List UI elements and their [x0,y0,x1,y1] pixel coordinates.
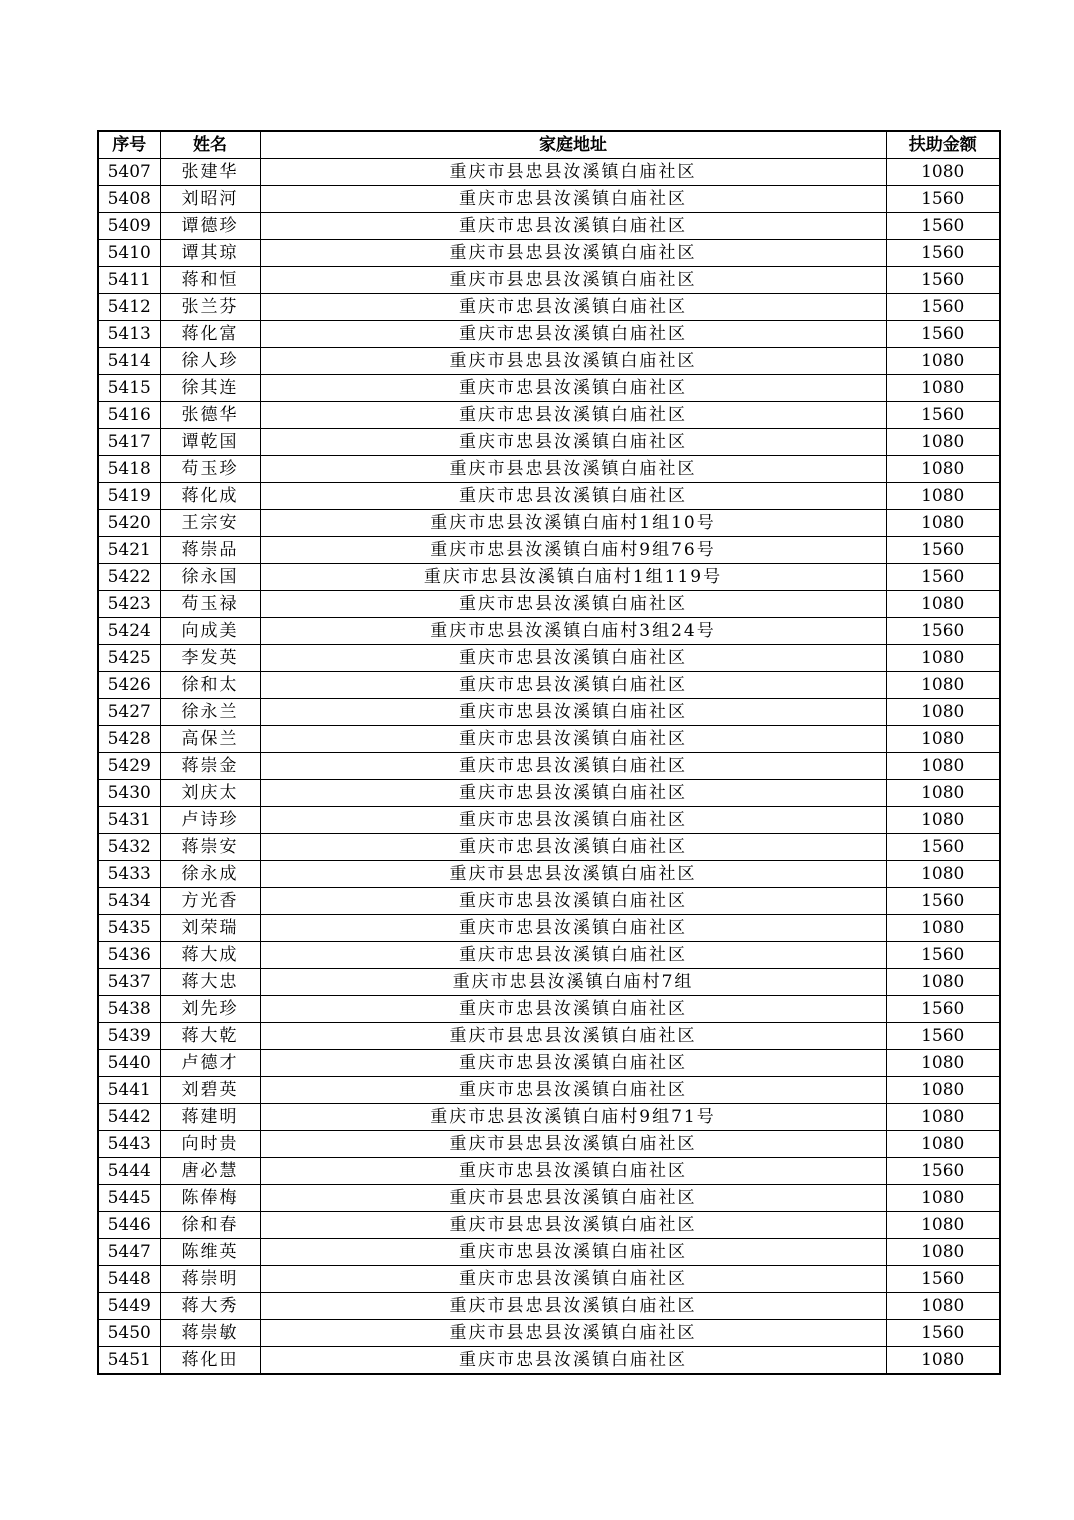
cell-home-address: 重庆市忠县汝溪镇白庙社区 [260,834,886,861]
cell-assistance-amount: 1080 [886,510,1000,537]
cell-serial-number: 5443 [98,1131,160,1158]
cell-home-address: 重庆市忠县汝溪镇白庙社区 [260,186,886,213]
cell-assistance-amount: 1080 [886,429,1000,456]
cell-name: 蒋崇明 [160,1266,260,1293]
cell-assistance-amount: 1080 [886,1347,1000,1375]
cell-name: 苟玉珍 [160,456,260,483]
table-row [98,1131,1000,1158]
table-row [98,510,1000,537]
cell-assistance-amount: 1080 [886,915,1000,942]
cell-name: 徐人珍 [160,348,260,375]
table-row [98,1185,1000,1212]
cell-home-address: 重庆市忠县汝溪镇白庙社区 [260,321,886,348]
cell-home-address: 重庆市忠县汝溪镇白庙村9组71号 [260,1104,886,1131]
cell-assistance-amount: 1080 [886,969,1000,996]
cell-serial-number: 5421 [98,537,160,564]
cell-serial-number: 5451 [98,1347,160,1375]
cell-name: 苟玉禄 [160,591,260,618]
cell-home-address: 重庆市县忠县汝溪镇白庙社区 [260,240,886,267]
cell-serial-number: 5442 [98,1104,160,1131]
cell-serial-number: 5424 [98,618,160,645]
cell-assistance-amount: 1080 [886,1239,1000,1266]
cell-home-address: 重庆市县忠县汝溪镇白庙社区 [260,1131,886,1158]
cell-serial-number: 5416 [98,402,160,429]
cell-home-address: 重庆市忠县汝溪镇白庙社区 [260,1050,886,1077]
cell-name: 徐永兰 [160,699,260,726]
cell-serial-number: 5427 [98,699,160,726]
table-row [98,996,1000,1023]
cell-assistance-amount: 1080 [886,375,1000,402]
cell-serial-number: 5420 [98,510,160,537]
table-row [98,1293,1000,1320]
table-row [98,807,1000,834]
table-row [98,186,1000,213]
cell-name: 蒋化成 [160,483,260,510]
table-row [98,1023,1000,1050]
cell-assistance-amount: 1560 [886,186,1000,213]
table-row [98,888,1000,915]
cell-serial-number: 5423 [98,591,160,618]
cell-name: 蒋建明 [160,1104,260,1131]
cell-name: 谭其琼 [160,240,260,267]
cell-assistance-amount: 1080 [886,645,1000,672]
cell-name: 高保兰 [160,726,260,753]
cell-home-address: 重庆市忠县汝溪镇白庙社区 [260,1347,886,1375]
cell-home-address: 重庆市忠县汝溪镇白庙社区 [260,888,886,915]
cell-assistance-amount: 1080 [886,699,1000,726]
cell-home-address: 重庆市县忠县汝溪镇白庙社区 [260,159,886,186]
table-row [98,267,1000,294]
table-row [98,1104,1000,1131]
table-row [98,1320,1000,1347]
cell-name: 刘荣瑞 [160,915,260,942]
table-row [98,1050,1000,1077]
cell-assistance-amount: 1080 [886,1077,1000,1104]
cell-name: 方光香 [160,888,260,915]
cell-assistance-amount: 1560 [886,618,1000,645]
table-row [98,375,1000,402]
cell-name: 陈维英 [160,1239,260,1266]
cell-home-address: 重庆市县忠县汝溪镇白庙社区 [260,1212,886,1239]
cell-assistance-amount: 1080 [886,726,1000,753]
assistance-roster-table [97,130,1001,1375]
table-row [98,321,1000,348]
cell-serial-number: 5450 [98,1320,160,1347]
cell-name: 徐和春 [160,1212,260,1239]
table-row [98,483,1000,510]
header-row [98,131,1000,159]
cell-home-address: 重庆市忠县汝溪镇白庙社区 [260,780,886,807]
cell-home-address: 重庆市忠县汝溪镇白庙社区 [260,1077,886,1104]
cell-assistance-amount: 1560 [886,1266,1000,1293]
cell-serial-number: 5425 [98,645,160,672]
cell-serial-number: 5417 [98,429,160,456]
cell-name: 卢德才 [160,1050,260,1077]
table-row [98,564,1000,591]
cell-name: 唐必慧 [160,1158,260,1185]
cell-serial-number: 5447 [98,1239,160,1266]
table-row [98,915,1000,942]
cell-name: 徐其连 [160,375,260,402]
cell-home-address: 重庆市县忠县汝溪镇白庙社区 [260,348,886,375]
cell-home-address: 重庆市忠县汝溪镇白庙社区 [260,699,886,726]
cell-home-address: 重庆市忠县汝溪镇白庙社区 [260,1158,886,1185]
cell-serial-number: 5436 [98,942,160,969]
cell-home-address: 重庆市县忠县汝溪镇白庙社区 [260,1293,886,1320]
cell-serial-number: 5439 [98,1023,160,1050]
table-row [98,537,1000,564]
table-row [98,645,1000,672]
cell-name: 蒋崇品 [160,537,260,564]
cell-assistance-amount: 1080 [886,456,1000,483]
cell-assistance-amount: 1080 [886,753,1000,780]
cell-home-address: 重庆市忠县汝溪镇白庙社区 [260,726,886,753]
cell-home-address: 重庆市忠县汝溪镇白庙社区 [260,753,886,780]
cell-serial-number: 5440 [98,1050,160,1077]
cell-assistance-amount: 1080 [886,861,1000,888]
cell-serial-number: 5428 [98,726,160,753]
cell-serial-number: 5441 [98,1077,160,1104]
cell-assistance-amount: 1560 [886,942,1000,969]
cell-name: 徐和太 [160,672,260,699]
cell-assistance-amount: 1080 [886,348,1000,375]
cell-home-address: 重庆市县忠县汝溪镇白庙社区 [260,456,886,483]
cell-name: 张兰芬 [160,294,260,321]
table-row [98,1212,1000,1239]
cell-serial-number: 5446 [98,1212,160,1239]
cell-assistance-amount: 1080 [886,780,1000,807]
cell-serial-number: 5430 [98,780,160,807]
cell-assistance-amount: 1560 [886,996,1000,1023]
cell-name: 蒋和恒 [160,267,260,294]
table-row [98,1347,1000,1375]
cell-assistance-amount: 1080 [886,159,1000,186]
cell-home-address: 重庆市忠县汝溪镇白庙社区 [260,294,886,321]
table-row [98,942,1000,969]
cell-assistance-amount: 1080 [886,672,1000,699]
cell-assistance-amount: 1560 [886,564,1000,591]
cell-serial-number: 5444 [98,1158,160,1185]
cell-name: 刘庆太 [160,780,260,807]
header-home-address: 家庭地址 [260,131,886,159]
cell-serial-number: 5449 [98,1293,160,1320]
cell-serial-number: 5433 [98,861,160,888]
cell-name: 蒋大成 [160,942,260,969]
cell-serial-number: 5422 [98,564,160,591]
cell-name: 王宗安 [160,510,260,537]
cell-serial-number: 5426 [98,672,160,699]
cell-serial-number: 5434 [98,888,160,915]
table-row [98,618,1000,645]
table-row [98,213,1000,240]
cell-home-address: 重庆市忠县汝溪镇白庙社区 [260,645,886,672]
cell-name: 张建华 [160,159,260,186]
cell-home-address: 重庆市忠县汝溪镇白庙社区 [260,996,886,1023]
cell-home-address: 重庆市忠县汝溪镇白庙社区 [260,213,886,240]
table-row [98,861,1000,888]
cell-name: 蒋化富 [160,321,260,348]
cell-assistance-amount: 1560 [886,834,1000,861]
cell-name: 蒋崇安 [160,834,260,861]
header-assistance-amount: 扶助金额 [886,131,1000,159]
header-serial-number: 序号 [98,131,160,159]
cell-assistance-amount: 1080 [886,807,1000,834]
table-row [98,402,1000,429]
table-row [98,1239,1000,1266]
cell-home-address: 重庆市县忠县汝溪镇白庙社区 [260,1023,886,1050]
table-row [98,1158,1000,1185]
cell-home-address: 重庆市县忠县汝溪镇白庙社区 [260,1320,886,1347]
cell-serial-number: 5407 [98,159,160,186]
cell-assistance-amount: 1560 [886,240,1000,267]
cell-assistance-amount: 1080 [886,1185,1000,1212]
header-name: 姓名 [160,131,260,159]
cell-assistance-amount: 1080 [886,1212,1000,1239]
table-row [98,348,1000,375]
cell-name: 刘昭河 [160,186,260,213]
cell-name: 蒋崇金 [160,753,260,780]
table-row [98,159,1000,186]
cell-home-address: 重庆市忠县汝溪镇白庙社区 [260,672,886,699]
cell-home-address: 重庆市忠县汝溪镇白庙村3组24号 [260,618,886,645]
cell-serial-number: 5437 [98,969,160,996]
cell-name: 陈俸梅 [160,1185,260,1212]
cell-home-address: 重庆市忠县汝溪镇白庙村7组 [260,969,886,996]
table-row [98,1077,1000,1104]
cell-assistance-amount: 1560 [886,267,1000,294]
table-row [98,672,1000,699]
table-row [98,1266,1000,1293]
cell-name: 向时贵 [160,1131,260,1158]
table-row [98,591,1000,618]
cell-serial-number: 5438 [98,996,160,1023]
cell-name: 张德华 [160,402,260,429]
cell-serial-number: 5415 [98,375,160,402]
cell-serial-number: 5432 [98,834,160,861]
cell-name: 向成美 [160,618,260,645]
cell-serial-number: 5418 [98,456,160,483]
cell-assistance-amount: 1080 [886,1293,1000,1320]
table-body [98,159,1000,1375]
cell-home-address: 重庆市县忠县汝溪镇白庙社区 [260,267,886,294]
table-row [98,969,1000,996]
cell-name: 谭乾国 [160,429,260,456]
cell-serial-number: 5410 [98,240,160,267]
cell-serial-number: 5409 [98,213,160,240]
cell-assistance-amount: 1560 [886,537,1000,564]
cell-home-address: 重庆市忠县汝溪镇白庙社区 [260,915,886,942]
cell-assistance-amount: 1080 [886,1050,1000,1077]
table-row [98,456,1000,483]
cell-serial-number: 5408 [98,186,160,213]
cell-home-address: 重庆市忠县汝溪镇白庙村9组76号 [260,537,886,564]
cell-home-address: 重庆市忠县汝溪镇白庙村1组10号 [260,510,886,537]
cell-assistance-amount: 1560 [886,402,1000,429]
cell-name: 刘先珍 [160,996,260,1023]
cell-name: 蒋化田 [160,1347,260,1375]
cell-assistance-amount: 1560 [886,321,1000,348]
cell-name: 刘碧英 [160,1077,260,1104]
cell-name: 徐永国 [160,564,260,591]
cell-serial-number: 5419 [98,483,160,510]
table-row [98,699,1000,726]
cell-name: 蒋大忠 [160,969,260,996]
table-row [98,429,1000,456]
cell-serial-number: 5445 [98,1185,160,1212]
cell-name: 徐永成 [160,861,260,888]
table-row [98,834,1000,861]
cell-assistance-amount: 1560 [886,1320,1000,1347]
cell-home-address: 重庆市忠县汝溪镇白庙社区 [260,402,886,429]
table-row [98,780,1000,807]
cell-name: 谭德珍 [160,213,260,240]
cell-home-address: 重庆市忠县汝溪镇白庙社区 [260,1266,886,1293]
cell-home-address: 重庆市县忠县汝溪镇白庙社区 [260,1185,886,1212]
cell-assistance-amount: 1560 [886,1023,1000,1050]
cell-name: 李发英 [160,645,260,672]
cell-name: 蒋崇敏 [160,1320,260,1347]
cell-serial-number: 5411 [98,267,160,294]
cell-name: 蒋大秀 [160,1293,260,1320]
cell-assistance-amount: 1560 [886,888,1000,915]
cell-assistance-amount: 1080 [886,1131,1000,1158]
table-row [98,753,1000,780]
cell-home-address: 重庆市忠县汝溪镇白庙社区 [260,591,886,618]
cell-home-address: 重庆市忠县汝溪镇白庙村1组119号 [260,564,886,591]
cell-serial-number: 5429 [98,753,160,780]
cell-home-address: 重庆市忠县汝溪镇白庙社区 [260,429,886,456]
table-header [98,131,1000,159]
cell-home-address: 重庆市忠县汝溪镇白庙社区 [260,375,886,402]
cell-home-address: 重庆市县忠县汝溪镇白庙社区 [260,861,886,888]
cell-serial-number: 5412 [98,294,160,321]
cell-home-address: 重庆市忠县汝溪镇白庙社区 [260,942,886,969]
cell-name: 蒋大乾 [160,1023,260,1050]
cell-home-address: 重庆市忠县汝溪镇白庙社区 [260,1239,886,1266]
cell-serial-number: 5448 [98,1266,160,1293]
cell-assistance-amount: 1080 [886,483,1000,510]
cell-assistance-amount: 1560 [886,294,1000,321]
cell-home-address: 重庆市忠县汝溪镇白庙社区 [260,483,886,510]
cell-name: 卢诗珍 [160,807,260,834]
cell-assistance-amount: 1560 [886,1158,1000,1185]
cell-serial-number: 5414 [98,348,160,375]
cell-home-address: 重庆市忠县汝溪镇白庙社区 [260,807,886,834]
cell-serial-number: 5413 [98,321,160,348]
cell-serial-number: 5435 [98,915,160,942]
cell-serial-number: 5431 [98,807,160,834]
cell-assistance-amount: 1080 [886,591,1000,618]
table-row [98,240,1000,267]
table-row [98,294,1000,321]
cell-assistance-amount: 1560 [886,213,1000,240]
cell-assistance-amount: 1080 [886,1104,1000,1131]
table-row [98,726,1000,753]
